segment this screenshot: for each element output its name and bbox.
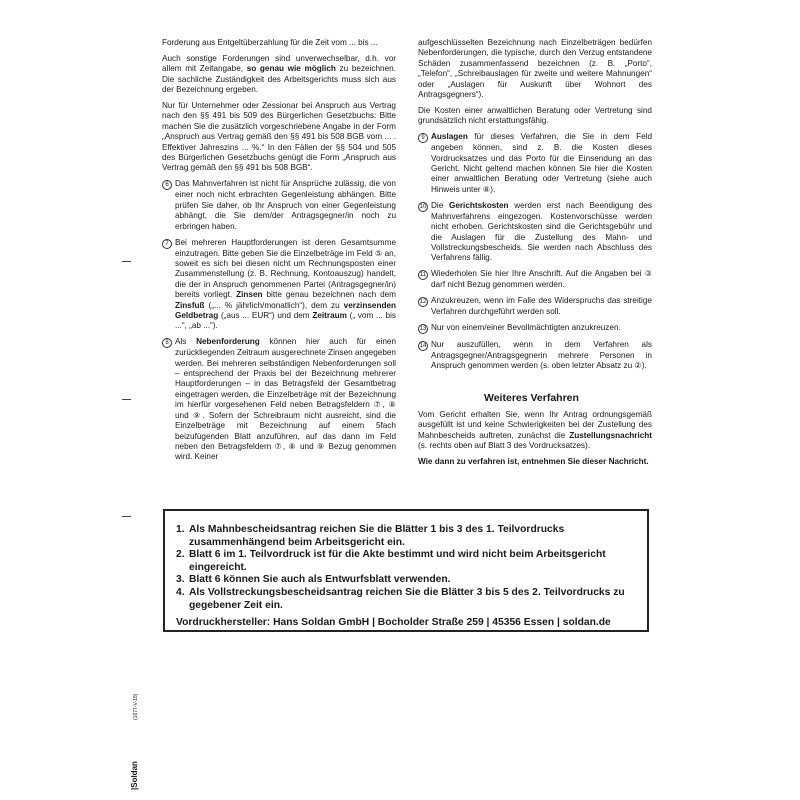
circled-number: 9 bbox=[418, 133, 428, 143]
paragraph: Wie dann zu verfahren ist, entnehmen Sie dieser Nachricht. bbox=[418, 456, 649, 466]
note-item-8: 8 Als Nebenforderung können hier auch für einen zurückliegenden Zeitraum ausgerechnete Zinsen angegeben werden. Bei mehreren selbständigen Nebenforderungen soll – entsprechend der Praxis bei der Bezeichnung mehrerer Hauptforderungen – in das Betragsfeld der Gesamtbetrag eingetragen werden, die Einzelbeträge mit der Bezeichnung im hierfür vorgesehenen Feld neben Betragsfeldern ⑦, ⑧ und ⑨. Sofern der Schreibraum nicht ausreicht, sind die Einzelbeträge mit Bezeichnung auf einem 5fach beizufügenden Blatt anzuführen, auf das dann im Feld neben den Betragsfeldern ⑦, ⑧ und ⑨ Bezug genommen wird. Keiner bbox=[162, 337, 396, 462]
instruction-item bbox=[176, 574, 633, 587]
fold-mark bbox=[122, 261, 131, 262]
circled-number: 6 bbox=[162, 180, 172, 190]
instruction-text: Als Vollstreckungsbescheidsantrag reichen Sie die Blätter 3 bis 5 des 2. Teilvordrucks zu gegebener Zeit ein. bbox=[189, 586, 625, 611]
instruction-item bbox=[176, 587, 633, 612]
note-item-12: 12 Anzukreuzen, wenn im Falle des Widerspruchs das streitige Verfahren durchgeführt werden soll. bbox=[419, 296, 652, 317]
note-item-10: 10 Die Gerichtskosten werden erst nach Beendigung des Mahnverfahrens eingezogen. Kostenvorschüsse werden nicht erhoben. Gerichtskosten sind die Gerichtsgebühr und die Auslagen für die Zustellung des Mahn- und Vollstreckungsbescheids. Sie werden nach Abschluss des Verfahrens fällig. bbox=[419, 200, 653, 263]
instruction-text: Als Mahnbescheidsantrag reichen Sie die Blätter 1 bis 3 des 1. Teilvordrucks zusammenhängend beim Arbeitsgericht ein. bbox=[189, 524, 565, 548]
circled-number: 10 bbox=[419, 203, 427, 210]
note-item-14: 14 Nur auszufüllen, wenn in dem Verfahren als Antragsgegner/Antragsgegnerin mehrere Personen in Anspruch genommen werden (s. oben letzter Absatz zu ②). bbox=[419, 339, 652, 371]
instruction-number: 2. bbox=[176, 549, 185, 561]
instruction-item bbox=[176, 524, 633, 549]
manufacturer-line: Vordruckhersteller: Hans Soldan GmbH | Bocholder Straße 259 | 45356 Essen | soldan.de bbox=[176, 617, 611, 629]
paragraph: aufgeschlüsselten Bezeichnung nach Einzelbeträgen bedürfen Nebenforderungen, die typische, durch den Verzug entstandene Schäden zusammenfassend bezeichnen (z. B. „Porto“, „Telefon“, „Schreibauslagen für zweite und weitere Mahnungen“ oder „Auslagen für Auskunft über Wohnort des Antragsgegners“). bbox=[418, 38, 652, 100]
circled-number: 7 bbox=[162, 239, 172, 249]
instructions-box bbox=[163, 509, 649, 632]
note-item-7: 7 Bei mehreren Hauptforderungen ist deren Gesamtsumme einzutragen. Bitte geben Sie die Einzelbeträge im Feld ⑤ an, soweit es sich bei diesen nicht um Rechnungsposten einer Zusammenstellung (z. B. Rechnung, Kontoauszug) handelt, die der in Anspruch genommenen Partei (Antragsgegner/in) bereits vorliegt. Zinsen bitte genau bezeichnen nach dem Zinsfuß („... % jährlich/monatlich“), dem zu verzinsenden Geldbetrag („aus ... EUR“) und dem Zeitraum („ vom ... bis ...“, „ab ...“). bbox=[162, 238, 396, 332]
paragraph: Vom Gericht erhalten Sie, wenn Ihr Antrag ordnungsgemäß ausgefüllt ist und keine Schwierigkeiten bei der Zustellung des Mahnbescheids auftreten, zunächst die Zustellungsnachricht (s. rechts oben auf Blatt 3 des Vordrucksatzes). bbox=[418, 410, 652, 451]
circled-number: 11 bbox=[419, 272, 427, 279]
note-item-6: 6 Das Mahnverfahren ist nicht für Ansprüche zulässig, die von einer noch nicht erbrachten Gegenleistung abhängen. Bitte prüfen Sie daher, ob Ihr Anspruch von einer Gegenleistung abhängt, die Sie dem/der Antragsgegner/in noch zu erbringen haben. bbox=[162, 179, 396, 232]
instruction-text: Blatt 6 können Sie auch als Entwurfsblatt verwenden. bbox=[189, 574, 451, 586]
circled-number: 12 bbox=[419, 299, 427, 306]
note-item-9: 9 Auslagen für dieses Verfahren, die Sie in dem Feld angeben können, sind z. B. die Kosten dieses Vordrucksatzes und das Porto für die Einsendung an das Gericht. Nicht geltend machen können Sie hier die Kosten einer anwaltlichen Beratung oder Vertretung (siehe auch Hinweis unter ⑧). bbox=[418, 132, 652, 195]
further-procedure bbox=[418, 410, 652, 472]
paragraph: Auch sonstige Forderungen sind unverwechselbar, d.h. vor allem mit Zeitangabe, so genau wie möglich zu bezeichnen. Die sachliche Zuständigkeit des Arbeitsgerichts muss sich aus der Bezeichnung ergeben. bbox=[162, 53, 396, 95]
left-column bbox=[162, 38, 396, 468]
form-code: (1677-V-18) bbox=[133, 693, 139, 720]
paragraph: Nur für Unternehmer oder Zessionar bei Anspruch aus Vertrag nach den §§ 491 bis 509 des Bürgerlichen Gesetzbuchs: Bitte machen Sie die zusätzlich vorgeschriebene Angabe in der Form „Anspruch aus Vertrag gemäß den §§ 491 bis 508 BGB vom ... . Effektiver Jahreszins ... %.“ In den Fällen der §§ 504 und 505 des Bürgerlichen Gesetzbuchs genügt die Form „Anspruch aus Vertrag gemäß den §§ 491 bis 508 BGB“. bbox=[162, 101, 396, 173]
instruction-item bbox=[176, 549, 633, 574]
instruction-number: 1. bbox=[176, 524, 185, 535]
brand-logo: |Soldan bbox=[130, 761, 139, 790]
instruction-number: 3. bbox=[176, 574, 185, 586]
instructions-list bbox=[176, 524, 633, 612]
note-item-13: 13 Nur von einem/einer Bevollmächtigten anzukreuzen. bbox=[419, 323, 621, 333]
instruction-text: Blatt 6 im 1. Teilvordruck ist für die Akte bestimmt und wird nicht beim Arbeitsgericht eingereicht. bbox=[189, 549, 606, 573]
circled-number: 13 bbox=[419, 326, 427, 333]
fold-mark bbox=[122, 516, 131, 517]
circled-number: 14 bbox=[419, 342, 427, 349]
circled-number: 8 bbox=[162, 338, 172, 348]
section-heading: Weiteres Verfahren bbox=[484, 392, 579, 404]
fold-mark bbox=[122, 399, 131, 400]
right-column bbox=[418, 38, 652, 377]
paragraph: Forderung aus Entgeltüberzahlung für die Zeit vom ... bis ... bbox=[162, 38, 378, 47]
instruction-number: 4. bbox=[176, 586, 185, 598]
note-item-11: 11 Wiederholen Sie hier Ihre Anschrift. Auf die Angaben bei ③ darf nicht Bezug genommen werden. bbox=[419, 269, 652, 290]
paragraph: Die Kosten einer anwaltlichen Beratung oder Vertretung sind grundsätzlich nicht erstattungsfähig. bbox=[418, 105, 652, 126]
